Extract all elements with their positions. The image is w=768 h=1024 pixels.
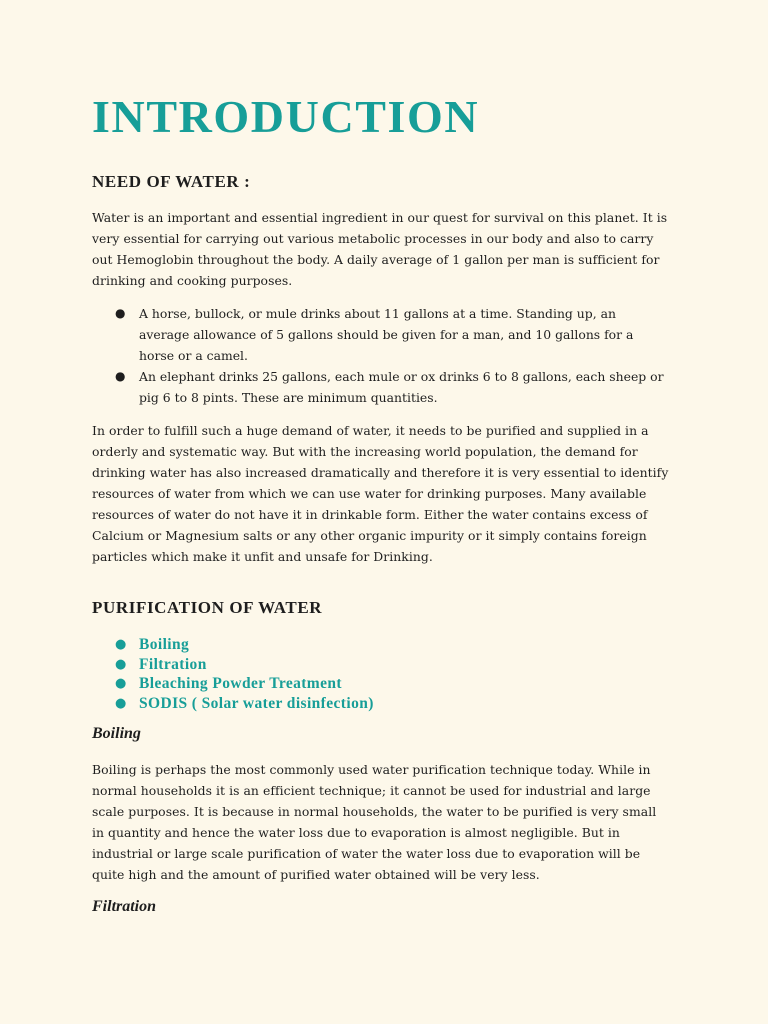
bullet-dot-icon: ● — [115, 369, 126, 383]
list-item — [92, 303, 670, 366]
method-sodis: SODIS ( Solar water disinfection) — [139, 694, 374, 712]
list-item — [92, 674, 374, 694]
list-item — [92, 694, 374, 714]
bullet-dot-icon: ● — [115, 676, 127, 691]
filtration-heading: Filtration — [92, 898, 157, 915]
boiling-paragraph: Boiling is perhaps the most commonly used water purification technique today. While in normal households it is an efficient technique; it cannot be used for industrial and large scale purposes. It is because in normal households, the water to be purified is very small in quantity and hence the water loss due to evaporation is almost negligible. But in industrial or large scale purification of water the water loss due to evaporation will be quite high and the amount of purified water obtained will be very less. — [92, 762, 657, 882]
list-item — [92, 655, 374, 675]
method-bleaching: Bleaching Powder Treatment — [139, 675, 342, 692]
bullet-dot-icon: ● — [115, 656, 127, 672]
list-item — [92, 635, 374, 655]
method-boiling: Boiling — [139, 636, 190, 653]
method-filtration: Filtration — [139, 655, 207, 673]
purification-heading: PURIFICATION OF WATER — [92, 598, 323, 617]
page-title: INTRODUCTION — [92, 91, 480, 142]
bullet-dot-icon: ● — [115, 306, 126, 320]
demand-paragraph: In order to fulfill such a huge demand of water, it needs to be purified and supplied in a orderly and systematic way. But with the increasing world population, the demand for drinking water has also increased dramatically and therefore it is very essential to identify resources of water from which we can use water for drinking purposes. Many available resources of water do not have it in drinkable form. Either the water contains excess of Calcium or Magnesium salts or any other organic impurity or it simply contains foreign particles which make it unfit and unsafe for Drinking. — [92, 423, 669, 564]
list-item — [92, 366, 670, 408]
bullet-dot-icon: ● — [115, 637, 127, 652]
need-of-water-heading: NEED OF WATER : — [92, 172, 251, 191]
bullet-text: A horse, bullock, or mule drinks about 11 gallons at a time. Standing up, an average allowance of 5 gallons should be given for a man, and 10 gallons for a horse or a camel. — [139, 306, 634, 363]
boiling-heading: Boiling — [92, 725, 141, 742]
bullet-dot-icon: ● — [115, 695, 127, 711]
bullet-text: An elephant drinks 25 gallons, each mule or ox drinks 6 to 8 gallons, each sheep or pig 6 to 8 pints. These are minimum quantities. — [139, 369, 664, 405]
purification-methods-list — [92, 635, 374, 713]
need-bullet-list — [92, 303, 670, 408]
intro-paragraph: Water is an important and essential ingredient in our quest for survival on this planet. It is very essential for carrying out various metabolic processes in our body and also to carry out Hemoglobin throughout the body. A daily average of 1 gallon per man is sufficient for drinking and cooking purposes. — [92, 210, 668, 288]
